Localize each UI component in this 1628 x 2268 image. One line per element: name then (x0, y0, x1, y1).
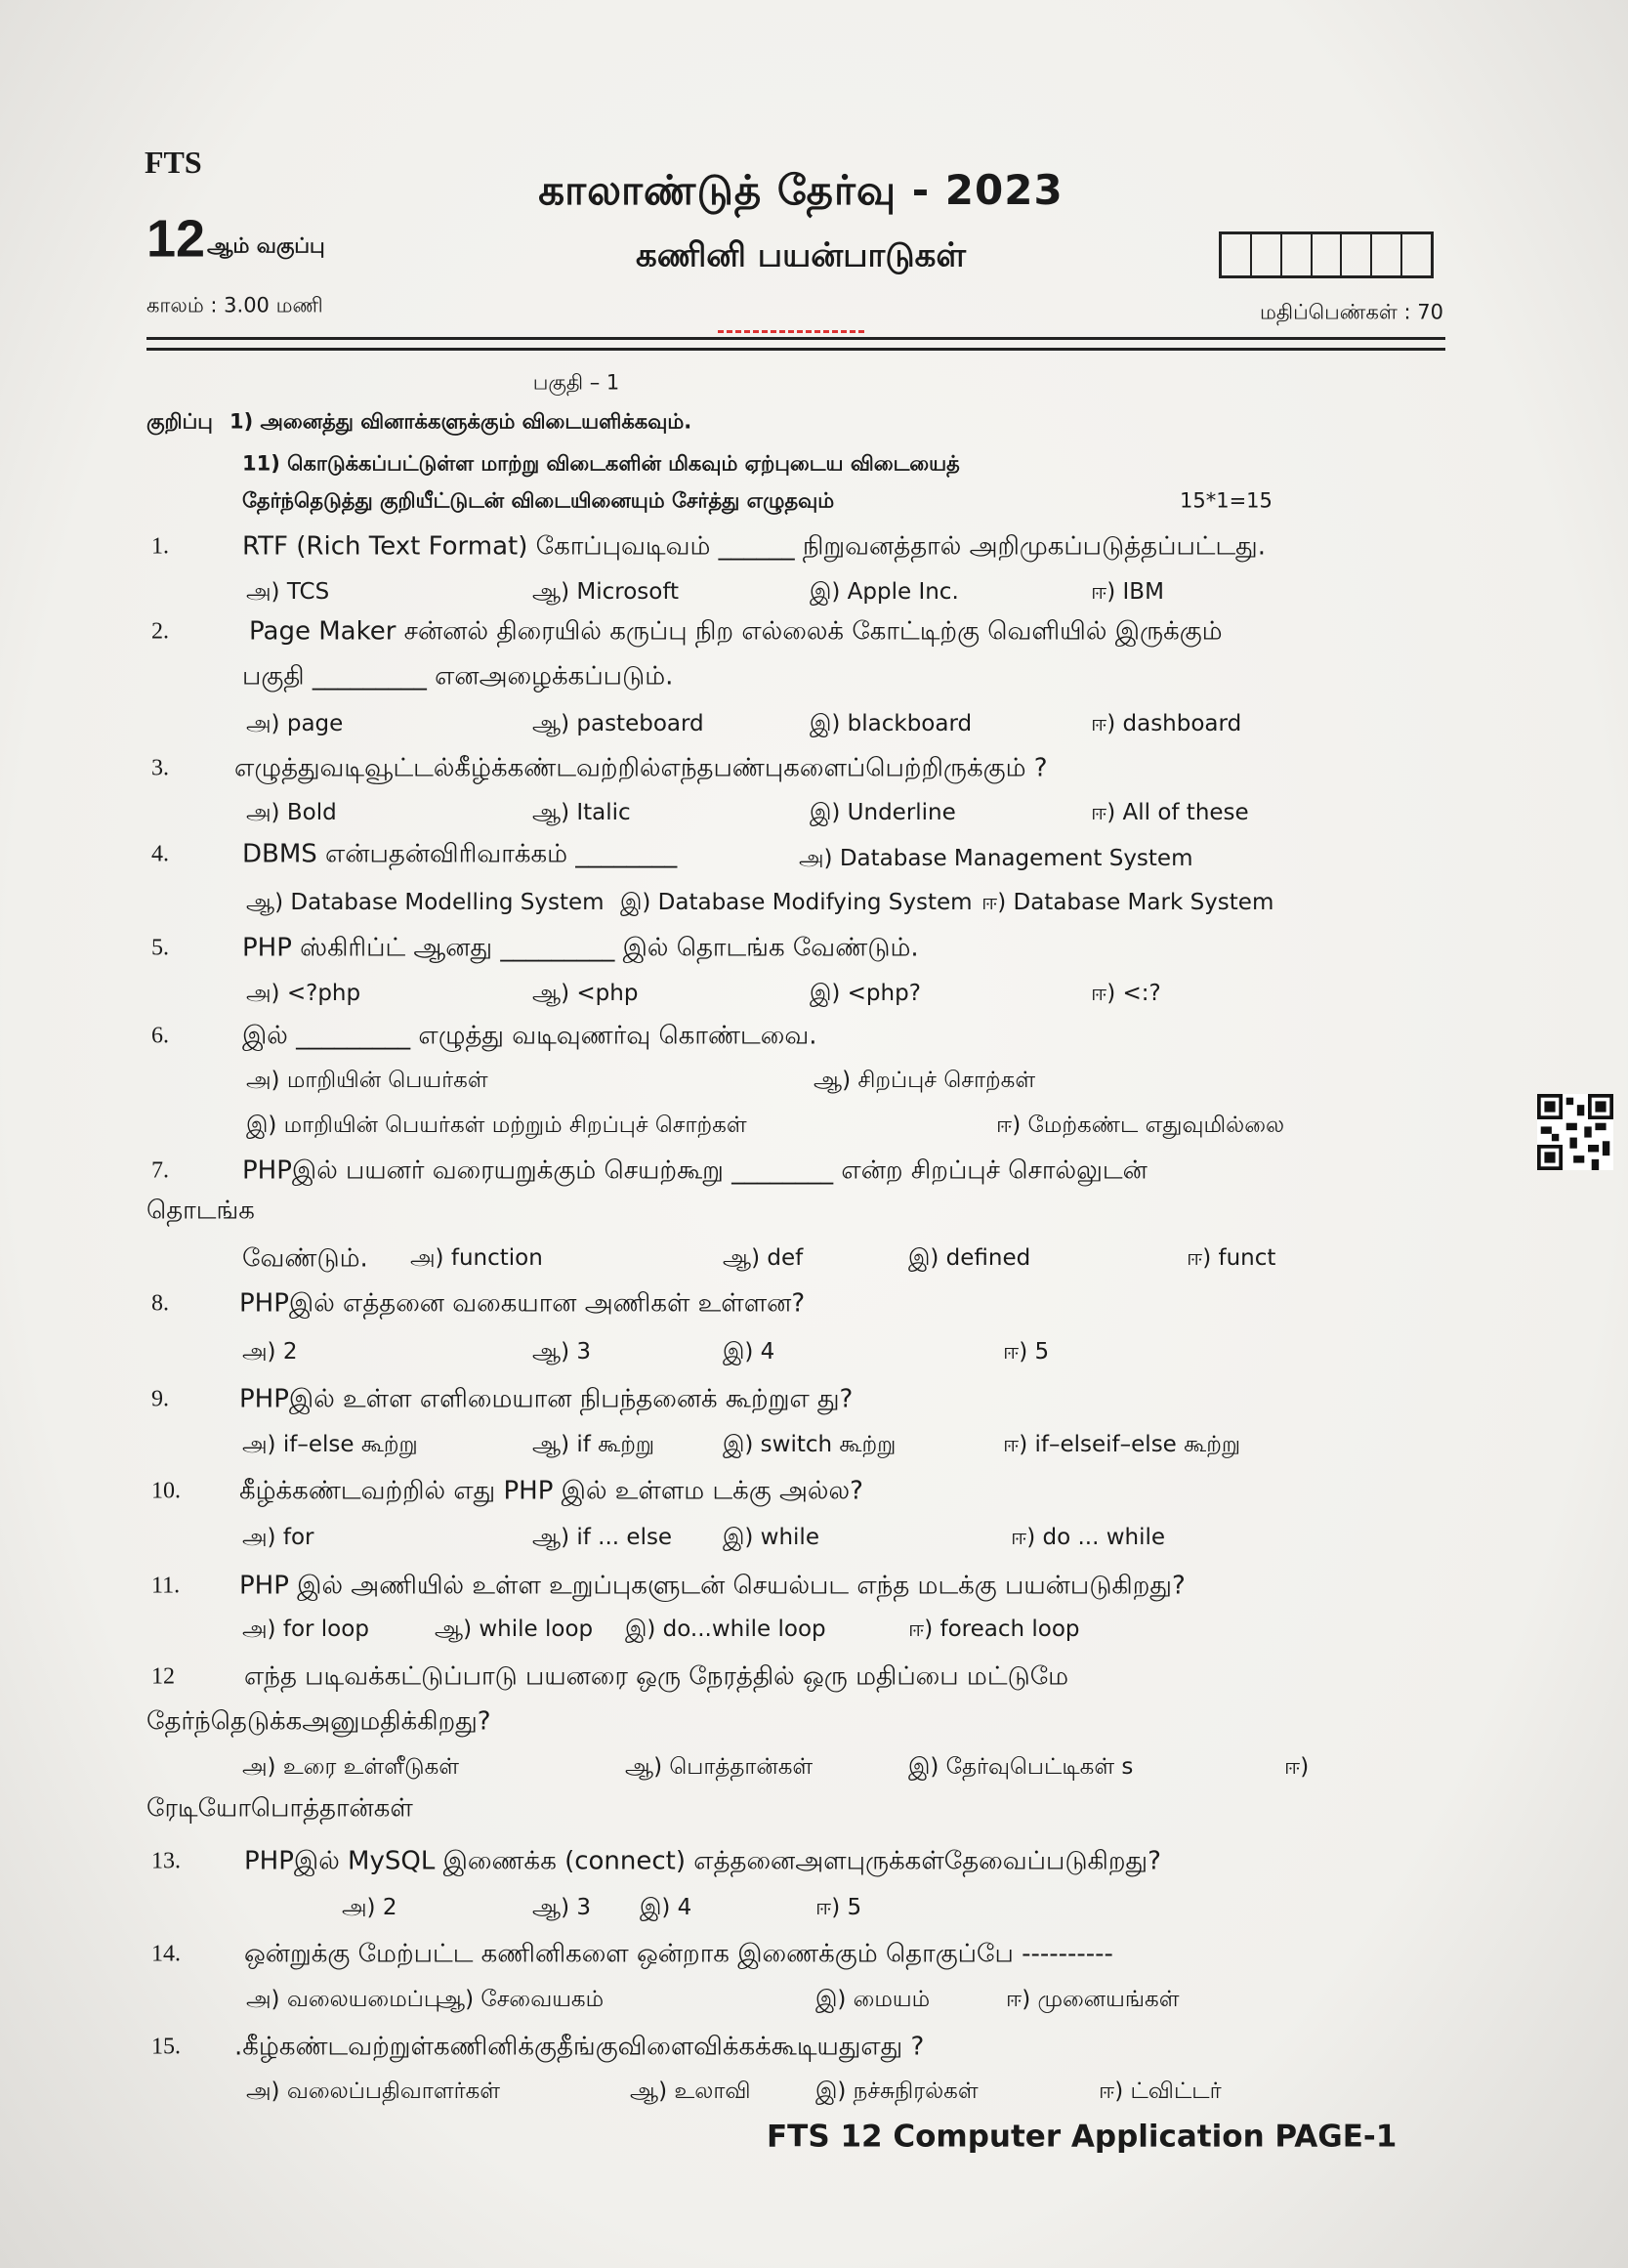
answer-option: ஆ) சிறப்புச் சொற்கள் (814, 1068, 1036, 1094)
answer-option: ஆ) உலாவி (630, 2079, 751, 2105)
answer-option: ஆ) 3 (532, 1339, 592, 1365)
answer-option: ஆ) if ... else (532, 1525, 673, 1551)
answer-option: ஈ) foreach loop (908, 1617, 1080, 1643)
note-label: குறிப்பு (146, 409, 213, 434)
note-3: தேர்ந்தெடுத்து குறியீட்டுடன் விடையினையும் சேர்த்து எழுதவும் (242, 488, 835, 513)
answer-option: அ) மாறியின் பெயர்கள் (246, 1068, 488, 1094)
question-text: எழுத்துவடிவூட்டல்கீழ்க்கண்டவற்றில்எந்தபண்புகளைப்பெற்றிருக்கும் ? (234, 753, 1048, 783)
question-text: PHP ஸ்கிரிப்ட் ஆனது _________ இல் தொடங்க வேண்டும். (242, 933, 919, 963)
answer-option: ஆ) Database Modelling System (246, 890, 605, 916)
section-title: பகுதி – 1 (532, 370, 620, 395)
answer-option: இ) 4 (723, 1339, 775, 1365)
answer-option: அ) வலையமைப்பு (246, 1987, 440, 2013)
note-1: 1) அனைத்து வினாக்களுக்கும் விடையளிக்கவும். (230, 409, 692, 434)
answer-option: ஈ) ட்விட்டர் (1099, 2079, 1222, 2105)
question-text: ரேடியோபொத்தான்கள் (146, 1793, 413, 1824)
question-text: DBMS என்பதன்விரிவாக்கம் ________ (242, 839, 678, 869)
class-label: ஆம் வகுப்பு (207, 233, 325, 258)
answer-option: அ) function (410, 1245, 543, 1272)
header-divider-bottom (146, 348, 1445, 351)
answer-option: இ) Underline (810, 800, 956, 826)
question-text: பகுதி _________ எனஅழைக்கப்படும். (242, 661, 674, 692)
question-number: 9. (151, 1386, 169, 1412)
marks-scheme: 15*1=15 (1180, 488, 1273, 513)
question-number: 7. (151, 1157, 169, 1184)
answer-option: ஈ) do ... while (1011, 1525, 1166, 1551)
answer-option: ஈ) மேற்கண்ட எதுவுமில்லை (996, 1113, 1285, 1139)
answer-option: ஈ) funct (1187, 1245, 1276, 1272)
answer-option: அ) page (246, 711, 344, 737)
answer-option: இ) மையம் (815, 1987, 931, 2013)
question-text: வேண்டும். (242, 1243, 368, 1274)
answer-option: அ) for loop (242, 1617, 369, 1643)
question-text: PHPஇல் பயனர் வரையறுக்கும் செயற்கூறு ________ என்ற சிறப்புச் சொல்லுடன் (242, 1155, 1148, 1186)
question-number: 3. (151, 755, 169, 781)
duration-label: காலம் : 3.00 மணி (146, 293, 323, 317)
question-text: .கீழ்கண்டவற்றுள்கணினிக்குதீங்குவிளைவிக்கக்கூடியதுஎது ? (234, 2032, 925, 2062)
page-footer: FTS 12 Computer Application PAGE-1 (767, 2119, 1398, 2155)
answer-option: அ) வலைப்பதிவாளர்கள் (246, 2079, 501, 2105)
answer-option: இ) while (723, 1525, 819, 1551)
question-number: 10. (151, 1478, 181, 1504)
answer-option: அ) for (242, 1525, 314, 1551)
question-text: PHPஇல் MySQL இணைக்க (connect) எத்தனைஅளபுருக்கள்தேவைப்படுகிறது? (244, 1846, 1161, 1876)
answer-option: ஆ) பொத்தான்கள் (625, 1754, 814, 1781)
note-2: 11) கொடுக்கப்பட்டுள்ள மாற்று விடைகளின் மிகவும் ஏற்புடைய விடையைத் (242, 451, 960, 476)
exam-title: காலாண்டுத் தேர்வு - 2023 (538, 165, 1064, 214)
qr-code-icon (1536, 1094, 1614, 1170)
answer-option: இ) defined (908, 1245, 1031, 1272)
answer-option: ஈ) Database Mark System (981, 890, 1274, 916)
answer-option: ஆ) pasteboard (532, 711, 704, 737)
question-text: தேர்ந்தெடுக்கஅனுமதிக்கிறது? (146, 1706, 491, 1737)
answer-option: ஈ) <:? (1091, 981, 1161, 1007)
red-pen-mark (718, 330, 864, 337)
answer-option: இ) நச்சுநிரல்கள் (815, 2079, 979, 2105)
answer-option: அ) 2 (342, 1895, 397, 1921)
question-text: RTF (Rich Text Format) கோப்புவடிவம் ______ நிறுவனத்தால் அறிமுகப்படுத்தப்பட்டது. (242, 531, 1266, 562)
answer-option: ஆ) def (723, 1245, 804, 1272)
answer-option: ஆ) if கூற்று (532, 1432, 655, 1458)
answer-option: ஆ) சேவையகம் (437, 1987, 605, 2013)
answer-option: இ) <php? (810, 981, 921, 1007)
question-text: தொடங்க (146, 1196, 255, 1226)
answer-option: இ) switch கூற்று (723, 1432, 897, 1458)
question-number: 12 (151, 1663, 175, 1690)
answer-option: அ) 2 (242, 1339, 298, 1365)
header-divider-top (146, 337, 1445, 340)
answer-option: ஈ) 5 (815, 1895, 862, 1921)
question-text: PHPஇல் எத்தனை வகையான அணிகள் உள்ளன? (239, 1288, 806, 1319)
answer-option: இ) Database Modifying System (620, 890, 973, 916)
answer-option: ஈ) dashboard (1091, 711, 1242, 737)
answer-option: அ) <?php (246, 981, 361, 1007)
org-label: FTS (145, 144, 202, 180)
answer-option: ஈ) if–elseif–else கூற்று (1003, 1432, 1241, 1458)
answer-option: இ) do...while loop (625, 1617, 826, 1643)
answer-option: ஆ) <php (532, 981, 639, 1007)
question-number: 5. (151, 935, 169, 961)
answer-option: ஈ) 5 (1003, 1339, 1050, 1365)
answer-option: அ) if–else கூற்று (242, 1432, 418, 1458)
question-text: PHPஇல் உள்ள எளிமையான நிபந்தனைக் கூற்றுஎ து? (239, 1384, 854, 1414)
class-number: 12 (146, 209, 206, 269)
answer-option: அ) உரை உள்ளீடுகள் (242, 1754, 460, 1781)
question-number: 11. (151, 1573, 181, 1599)
question-number: 2. (151, 618, 169, 645)
answer-option: ஆ) while loop (435, 1617, 594, 1643)
answer-option: ஈ) முனையங்கள் (1006, 1987, 1180, 2013)
answer-option: இ) மாறியின் பெயர்கள் மற்றும் சிறப்புச் சொற்கள் (246, 1113, 747, 1139)
question-text: Page Maker சன்னல் திரையில் கருப்பு நிற எல்லைக் கோட்டிற்கு வெளியில் இருக்கும் (249, 616, 1223, 647)
answer-option: ஈ) (1284, 1754, 1310, 1781)
answer-option: இ) தேர்வுபெட்டிகள் s (908, 1754, 1134, 1781)
question-number: 14. (151, 1941, 181, 1967)
question-text: PHP இல் அணியில் உள்ள உறுப்புகளுடன் செயல்பட எந்த மடக்கு பயன்படுகிறது? (239, 1571, 1186, 1601)
question-number: 6. (151, 1023, 169, 1049)
answer-option: அ) Bold (246, 800, 337, 826)
question-number: 1. (151, 533, 169, 560)
answer-option: அ) Database Management System (799, 846, 1193, 872)
answer-option: இ) 4 (640, 1895, 692, 1921)
marks-label: மதிப்பெண்கள் : 70 (1260, 300, 1443, 324)
answer-option: இ) blackboard (810, 711, 973, 737)
question-text: கீழ்க்கண்டவற்றில் எது PHP இல் உள்ளம டக்கு அல்ல? (239, 1476, 863, 1506)
subject-title: கணினி பயன்பாடுகள் (635, 235, 967, 275)
answer-option: ஈ) IBM (1091, 579, 1164, 606)
answer-option: அ) TCS (246, 579, 330, 606)
answer-option: ஆ) 3 (532, 1895, 592, 1921)
question-text: எந்த படிவக்கட்டுப்பாடு பயனரை ஒரு நேரத்தில் ஒரு மதிப்பை மட்டுமே (244, 1661, 1069, 1692)
answer-option: இ) Apple Inc. (810, 579, 959, 606)
answer-option: ஈ) All of these (1091, 800, 1249, 826)
question-number: 15. (151, 2034, 181, 2060)
register-number-boxes (1219, 231, 1434, 278)
question-number: 4. (151, 841, 169, 867)
answer-option: ஆ) Microsoft (532, 579, 680, 606)
answer-option: ஆ) Italic (532, 800, 631, 826)
question-number: 8. (151, 1290, 169, 1317)
question-text: ஒன்றுக்கு மேற்பட்ட கணினிகளை ஒன்றாக இணைக்கும் தொகுப்பே ---------- (244, 1939, 1113, 1969)
question-number: 13. (151, 1848, 181, 1874)
question-text: இல் _________ எழுத்து வடிவுணர்வு கொண்டவை. (242, 1021, 817, 1051)
